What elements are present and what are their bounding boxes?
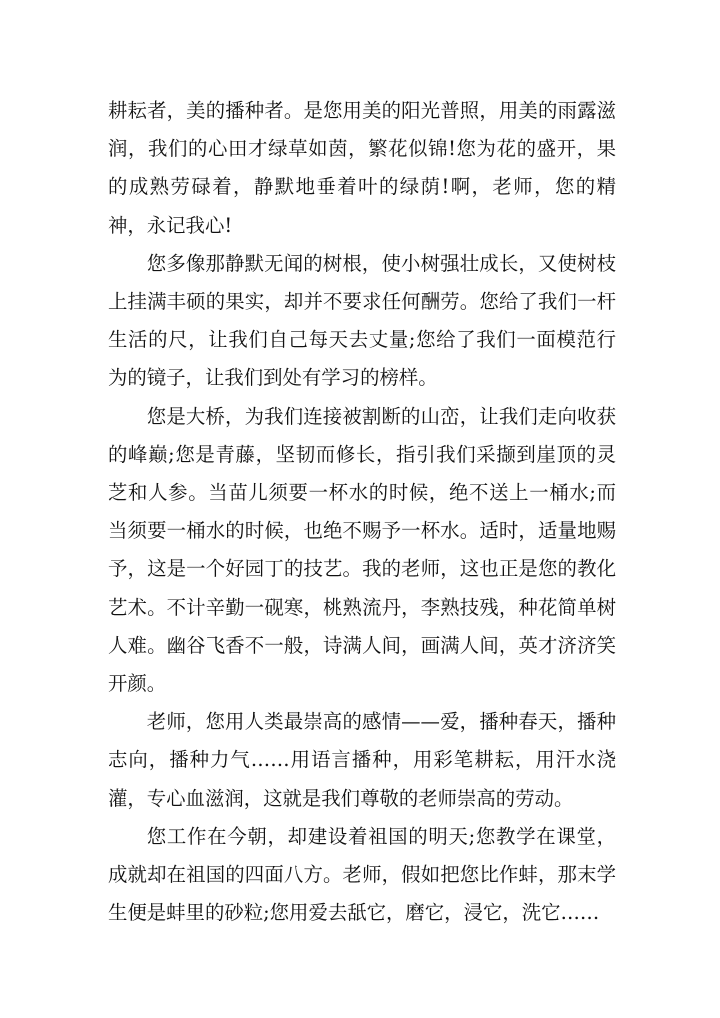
paragraph-5: 您工作在今朝，却建设着祖国的明天;您教学在课堂，成就却在祖国的四面八方。老师，假如把您比作蚌，那末学生便是蚌里的砂粒;您用爱去舐它，磨它，浸它，洗它……	[108, 824, 616, 925]
document-body	[108, 92, 616, 932]
paragraph-1: 耕耘者，美的播种者。是您用美的阳光普照，用美的雨露滋润，我们的心田才绿草如茵，繁花似锦!您为花的盛开，果的成熟劳碌着，静默地垂着叶的绿荫!啊，老师，您的精神，永记我心!	[108, 99, 616, 237]
paragraph-3: 您是大桥，为我们连接被割断的山峦，让我们走向收获的峰巅;您是青藤，坚韧而修长，指引我们采撷到崖顶的灵芝和人参。当苗儿须要一杯水的时候，绝不送上一桶水;而当须要一桶水的时候，也绝不赐予一杯水。适时，适量地赐予，这是一个好园丁的技艺。我的老师，这也正是您的教化艺术。不计辛勤一砚寒，桃熟流丹，李熟技残，种花简单树人难。幽谷飞香不一般，诗满人间，画满人间，英才济济笑开颜。	[108, 404, 616, 696]
paragraph-2: 您多像那静默无闻的树根，使小树强壮成长，又使树枝上挂满丰硕的果实，却并不要求任何酬劳。您给了我们一杆生活的尺，让我们自己每天去丈量;您给了我们一面模范行为的镜子，让我们到处有学习的榜样。	[108, 251, 616, 390]
paragraph-4: 老师，您用人类最崇高的感情——爱，播种春天，播种志向，播种力气……用语言播种，用彩笔耕耘，用汗水浇灌，专心血滋润，这就是我们尊敬的老师崇高的劳动。	[108, 710, 616, 810]
